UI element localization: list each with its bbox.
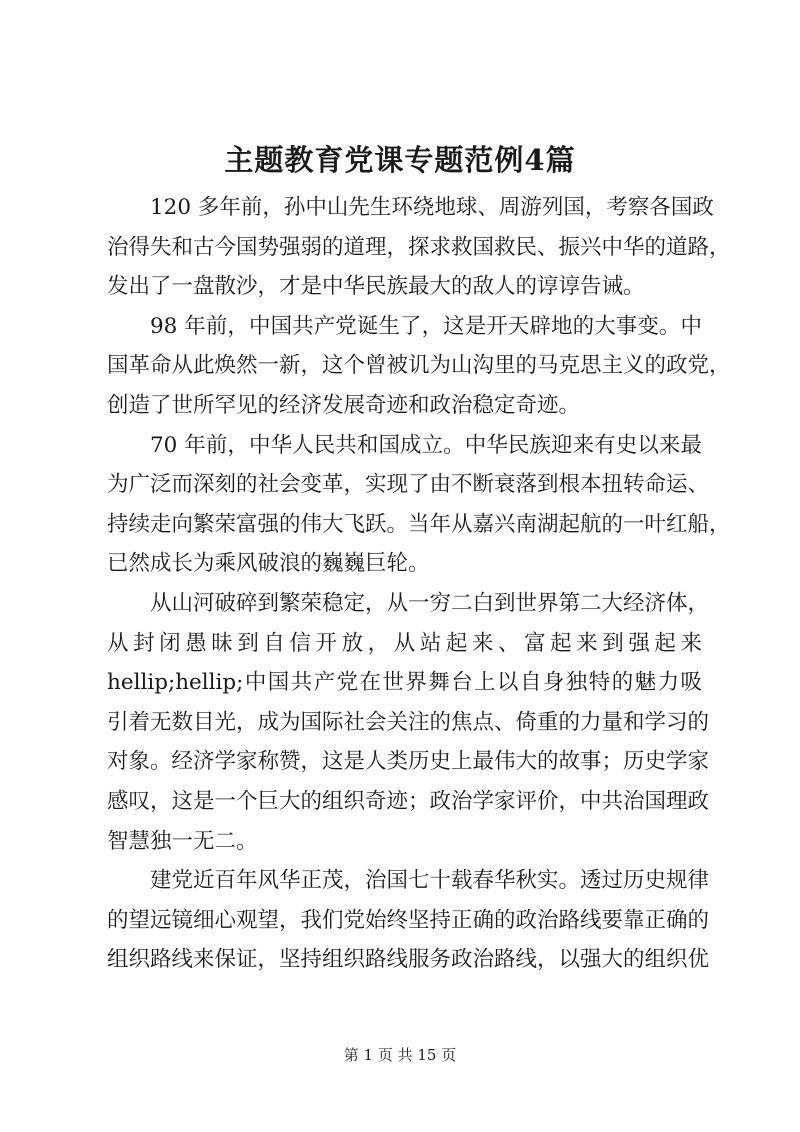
- paragraph-line: hellip;hellip;中国共产党在世界舞台上以自身独特的魅力吸: [107, 670, 702, 696]
- paragraph-line: 已然成长为乘风破浪的巍巍巨轮。: [107, 551, 430, 577]
- paragraph: [107, 584, 710, 861]
- paragraph: [107, 188, 731, 307]
- paragraph-line: 感叹，这是一个巨大的组织奇迹；政治学家评价，中共治国理政: [107, 788, 710, 814]
- paragraph: [107, 307, 731, 426]
- paragraph-line: 治得失和古今国势强弱的道理，探求救国救民、振兴中华的道路，: [107, 234, 731, 260]
- paragraph-line: 98 年前，中国共产党诞生了，这是开天辟地的大事变。中: [150, 313, 702, 339]
- paragraph-line: 智慧独一无二。: [107, 828, 258, 854]
- paragraph: [107, 426, 731, 584]
- paragraph-line: 从封闭愚昧到自信开放，从站起来、富起来到强起来: [107, 630, 702, 656]
- document-title: 主题教育党课专题范例4篇: [224, 143, 576, 177]
- paragraph-line: 国革命从此焕然一新，这个曾被讥为山沟里的马克思主义的政党，: [107, 353, 731, 379]
- paragraph-line: 的望远镜细心观望，我们党始终坚持正确的政治路线要靠正确的: [107, 907, 710, 933]
- paragraph-line: 对象。经济学家称赞，这是人类历史上最伟大的故事；历史学家: [107, 749, 710, 775]
- paragraph-line: 持续走向繁荣富强的伟大飞跃。当年从嘉兴南湖起航的一叶红船，: [107, 511, 731, 537]
- paragraph: [107, 861, 710, 980]
- paragraph-line: 组织路线来保证，坚持组织路线服务政治路线，以强大的组织优: [107, 947, 710, 973]
- paragraph-line: 建党近百年风华正茂，治国七十载春华秋实。透过历史规律: [150, 868, 710, 894]
- paragraph-line: 70 年前，中华人民共和国成立。中华民族迎来有史以来最: [150, 432, 702, 458]
- paragraph-line: 为广泛而深刻的社会变革，实现了由不断衰落到根本扭转命运、: [107, 472, 710, 498]
- paragraph-line: 120 多年前，孙中山先生环绕地球、周游列国，考察各国政: [150, 195, 714, 220]
- paragraph-line: 从山河破碎到繁荣稳定，从一穷二白到世界第二大经济体，: [150, 590, 710, 616]
- paragraph-line: 引着无数目光，成为国际社会关注的焦点、倚重的力量和学习的: [107, 709, 710, 735]
- paragraph-line: 发出了一盘散沙，才是中华民族最大的敌人的谆谆告诫。: [107, 274, 645, 300]
- document-body: [107, 188, 731, 980]
- paragraph-line: 创造了世所罕见的经济发展奇迹和政治稳定奇迹。: [107, 392, 581, 418]
- page-footer: 第 1 页 共 15 页: [343, 1046, 457, 1064]
